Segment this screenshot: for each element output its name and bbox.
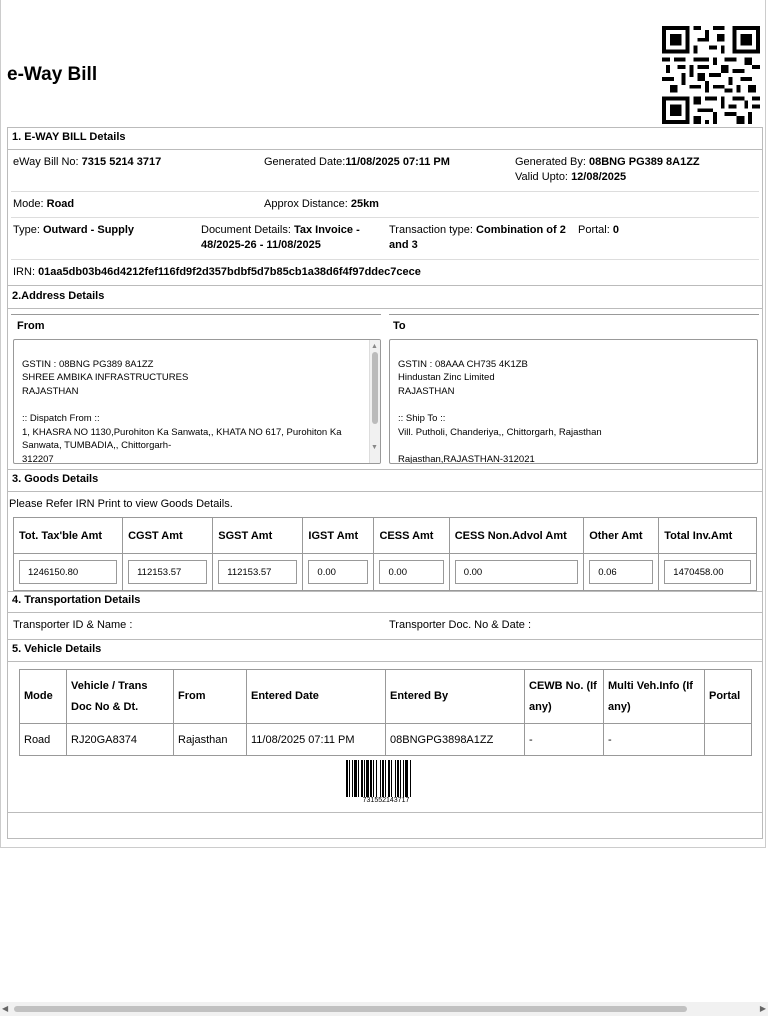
mode: Mode: Road (13, 198, 75, 210)
barcode-bar (388, 760, 390, 797)
cess-amount-field[interactable]: 0.00 (379, 560, 443, 584)
section-ewb-details-heading: 1. E-WAY BILL Details (12, 131, 126, 143)
cess-non-advol-field[interactable]: 0.00 (455, 560, 578, 584)
portal: Portal: 0 (578, 224, 619, 236)
vehicle-cell: RJ20GA8374 (67, 724, 174, 756)
barcode-bar (364, 760, 365, 797)
vehicle-row (20, 724, 752, 756)
vehicle-cell: 11/08/2025 07:11 PM (247, 724, 386, 756)
to-address-textarea[interactable]: GSTIN : 08AAA CH735 4K1ZB Hindustan Zinc Limited RAJASTHAN :: Ship To :: Vill. Putholi, Chanderiya,, Chittorgarh, Rajasthan Rajasthan,RAJASTHAN-312021 (389, 339, 758, 464)
section-address-heading: 2.Address Details (12, 290, 105, 302)
goods-header-row (14, 518, 757, 554)
barcode-bar (354, 760, 357, 797)
vehicle-cell: Road (20, 724, 67, 756)
goods-header: Tot. Tax'ble Amt (14, 518, 123, 554)
barcode-bar (395, 760, 396, 797)
barcode-number: 731552143717 (362, 797, 410, 804)
from-address-textarea[interactable]: GSTIN : 08BNG PG389 8A1ZZ SHREE AMBIKA INFRASTRUCTURES RAJASTHAN :: Dispatch From :: 1, KHASRA NO 1130,Purohiton Ka Sanwata,, KHATA NO 617, Purohiton Ka Sanwata, TUMBADIA,, Chittorgarh- 312207 ▲ ▼ (13, 339, 381, 464)
goods-header: CESS Non.Advol Amt (449, 518, 583, 554)
vehicle-header: Portal (705, 670, 752, 724)
sgst-amount-field[interactable]: 112153.57 (218, 560, 297, 584)
other-amount-field[interactable]: 0.06 (589, 560, 653, 584)
vehicle-header: Multi Veh.Info (If any) (604, 670, 705, 724)
from-label: From (17, 320, 45, 332)
vehicle-header: Entered Date (247, 670, 386, 724)
barcode-bar (373, 760, 374, 797)
horizontal-scrollbar[interactable] (0, 1002, 768, 1016)
vehicle-cell: Rajasthan (174, 724, 247, 756)
vehicle-header: Vehicle / Trans Doc No & Dt. (67, 670, 174, 724)
goods-header: SGST Amt (213, 518, 303, 554)
section-transport-heading: 4. Transportation Details (12, 594, 141, 606)
goods-header: Total Inv.Amt (659, 518, 757, 554)
barcode-bar (370, 760, 372, 797)
total-invoice-field[interactable]: 1470458.00 (664, 560, 751, 584)
barcode-bar (376, 760, 377, 797)
qr-code (659, 26, 763, 124)
barcode-bar (382, 760, 384, 797)
ewb-number: eWay Bill No: 7315 5214 3717 (13, 156, 162, 168)
goods-table (13, 517, 757, 591)
barcode-bar (410, 760, 411, 797)
goods-value-row (14, 554, 757, 591)
barcode-bar (361, 760, 363, 797)
approx-distance: Approx Distance: 25km (264, 198, 379, 210)
vehicle-table (19, 669, 752, 756)
barcode-bar (403, 760, 404, 797)
goods-header: IGST Amt (303, 518, 374, 554)
section-goods-heading: 3. Goods Details (12, 473, 99, 485)
barcode-bar (391, 760, 392, 797)
vehicle-header: Mode (20, 670, 67, 724)
barcode-bar (397, 760, 399, 797)
goods-header: CGST Amt (123, 518, 213, 554)
transporter-id-label: Transporter ID & Name : (13, 619, 133, 631)
barcode-bar (349, 760, 350, 797)
from-address-scrollbar[interactable]: ▲ ▼ (369, 340, 380, 463)
vehicle-header: From (174, 670, 247, 724)
barcode-bar (405, 760, 408, 797)
igst-amount-field[interactable]: 0.00 (308, 560, 368, 584)
goods-header: Other Amt (584, 518, 659, 554)
document-details: Document Details: Tax Invoice - 48/2025-26 - 11/08/2025 (201, 224, 360, 251)
barcode-bar (358, 760, 359, 797)
goods-note: Please Refer IRN Print to view Goods Details. (9, 498, 233, 510)
section-vehicle-heading: 5. Vehicle Details (12, 643, 102, 655)
cgst-amount-field[interactable]: 112153.57 (128, 560, 207, 584)
page-title: e-Way Bill (7, 64, 98, 85)
scroll-right-arrow-icon[interactable]: ▶ (759, 1004, 766, 1013)
vehicle-header: CEWB No. (If any) (525, 670, 604, 724)
taxable-amount-field[interactable]: 1246150.80 (19, 560, 117, 584)
barcode-bar (366, 760, 369, 797)
supply-type: Type: Outward - Supply (13, 224, 135, 236)
transaction-type: Transaction type: Combination of 2 and 3 (389, 224, 566, 251)
barcode-bar (380, 760, 381, 797)
vehicle-cell (705, 724, 752, 756)
vehicle-header-row (20, 670, 752, 724)
barcode (346, 760, 426, 798)
generated-date: Generated Date:11/08/2025 07:11 PM (264, 156, 450, 168)
to-label: To (393, 320, 406, 332)
transporter-doc-label: Transporter Doc. No & Date : (389, 619, 532, 631)
barcode-bar (400, 760, 401, 797)
vehicle-cell: - (604, 724, 705, 756)
barcode-bar (385, 760, 386, 797)
vehicle-cell: 08BNGPG3898A1ZZ (386, 724, 525, 756)
irn: IRN: 01aa5db03b46d4212fef116fd9f2d357bdbf5d7b85cb1a38d6f4f97ddec7cece (13, 266, 421, 278)
generated-by: Generated By: 08BNG PG389 8A1ZZ Valid Upto: 12/08/2025 (515, 156, 700, 183)
scrollbar-thumb[interactable] (14, 1006, 687, 1012)
vehicle-header: Entered By (386, 670, 525, 724)
barcode-bar (352, 760, 353, 797)
scroll-left-arrow-icon[interactable]: ◀ (2, 1004, 9, 1013)
goods-header: CESS Amt (374, 518, 449, 554)
vehicle-cell: - (525, 724, 604, 756)
barcode-bar (346, 760, 348, 797)
